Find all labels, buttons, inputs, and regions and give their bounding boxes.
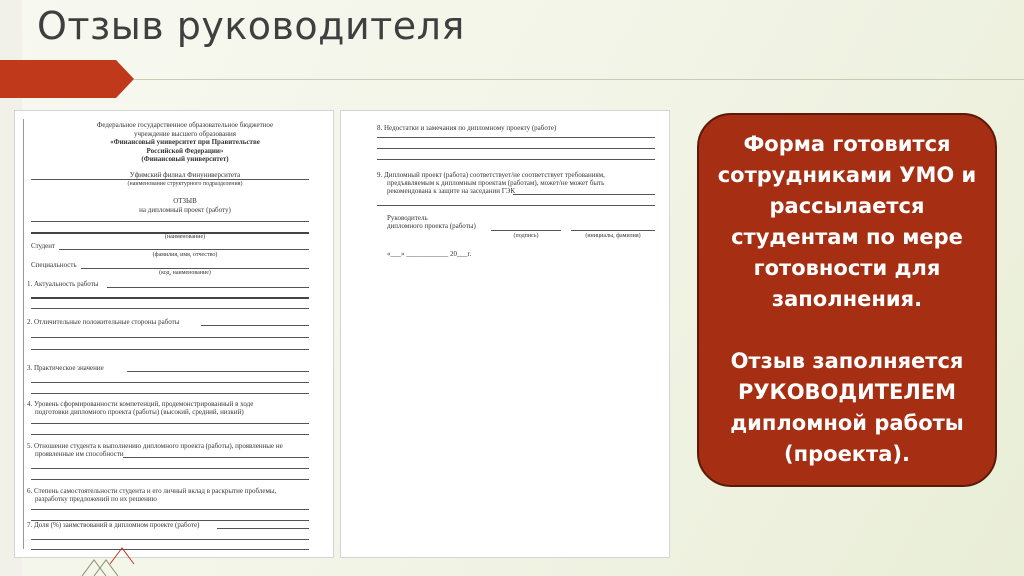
form-item: 4. Уровень сформированности компетенций, продемонстрированный в ходе — [27, 400, 254, 408]
answer-line — [31, 468, 309, 469]
answer-line — [31, 393, 309, 394]
page-margin-line — [23, 119, 24, 549]
caption: (наименование структурного подразделения) — [127, 181, 243, 187]
title-divider — [134, 79, 1024, 80]
caption: (фамилия, имя, отчество) — [152, 252, 218, 258]
document-page-right — [340, 110, 670, 558]
signature-line — [491, 230, 561, 231]
caption: (подпись) — [513, 233, 539, 239]
slide-title: Отзыв руководителя — [37, 4, 465, 48]
student-label: Студент — [31, 242, 56, 250]
form-item: разработку предложений по их решению — [35, 495, 157, 503]
answer-line — [31, 423, 309, 424]
form-item: проявленные им способности — [35, 450, 124, 458]
answer-line — [377, 148, 655, 149]
answer-line — [31, 382, 309, 383]
supervisor-label: Руководитель — [387, 214, 428, 222]
answer-line — [31, 337, 309, 338]
supervisor-label: дипломного проекта (работы) — [387, 222, 476, 230]
caption: (код, наименование) — [159, 270, 211, 276]
answer-line — [377, 205, 655, 206]
title-accent-bar — [0, 60, 134, 98]
answer-line — [123, 457, 309, 458]
header-line: (Финансовый университет) — [141, 155, 229, 163]
document-title: ОТЗЫВ — [173, 197, 197, 205]
form-item: 7. Доля (%) заимствований в дипломном проекте (работе) — [27, 521, 200, 529]
caption: (наименование) — [164, 234, 206, 240]
answer-line — [31, 308, 309, 309]
form-item: рекомендована к защите на заседании ГЭК — [387, 187, 516, 195]
form-item: 9. Дипломный проект (работа) соответствует/не соответствует требованиям, — [377, 171, 605, 179]
callout-paragraph: Форма готовится сотрудниками УМО и рассылается студентам по мере готовности для заполнения. — [717, 132, 977, 311]
answer-line — [127, 371, 309, 372]
underline — [31, 221, 309, 222]
date-line: «___» ____________ 20___г. — [387, 250, 472, 258]
document-header — [75, 121, 295, 164]
answer-line — [217, 528, 309, 529]
branch-name: Уфимский филиал Финуниверситета — [129, 171, 241, 179]
answer-line — [513, 194, 655, 195]
answer-line — [201, 325, 309, 326]
decorative-arrows — [60, 540, 140, 576]
form-item: 5. Отношение студента к выполнению дипломного проекта (работы), проявленные не — [27, 442, 283, 450]
form-item: 1. Актуальность работы — [27, 280, 99, 288]
form-item: предъявляемым к дипломным проектам (работам), может/не может быть — [387, 179, 605, 187]
form-item: 6. Степень самостоятельности студента и его личный вклад в раскрытие проблемы, — [27, 487, 277, 495]
answer-line — [31, 434, 309, 435]
header-line: учреждение высшего образования — [134, 129, 236, 138]
document-subtitle: на дипломный проект (работу) — [139, 206, 231, 214]
callout-paragraph: Отзыв заполняется РУКОВОДИТЕЛЕМ дипломной работы (проекта). — [730, 349, 964, 466]
header-line: Российской Федерации» — [146, 146, 224, 155]
answer-line — [31, 509, 309, 510]
form-item: подготовки дипломного проекта (работы) (высокий, средний, низкий) — [35, 408, 244, 416]
form-item: 8. Недостатки и замечания по дипломному проекту (работе) — [377, 124, 557, 132]
answer-line — [31, 297, 309, 299]
form-item: 2. Отличительные положительные стороны работы — [27, 318, 180, 326]
form-item: 3. Практическое значение — [27, 364, 104, 372]
specialty-label: Специальность — [31, 261, 77, 269]
answer-line — [31, 349, 309, 350]
answer-line — [377, 159, 655, 160]
header-line: «Финансовый университет при Правительстве — [110, 138, 260, 146]
caption: (инициалы, фамилия) — [585, 233, 641, 239]
answer-line — [31, 479, 309, 480]
info-callout — [697, 113, 997, 487]
answer-line — [107, 287, 309, 288]
document-page-left — [14, 110, 334, 558]
initials-line — [571, 230, 655, 231]
header-line: Федеральное государственное образовательное бюджетное — [96, 121, 274, 129]
answer-line — [377, 137, 655, 138]
student-field-line — [59, 249, 309, 250]
